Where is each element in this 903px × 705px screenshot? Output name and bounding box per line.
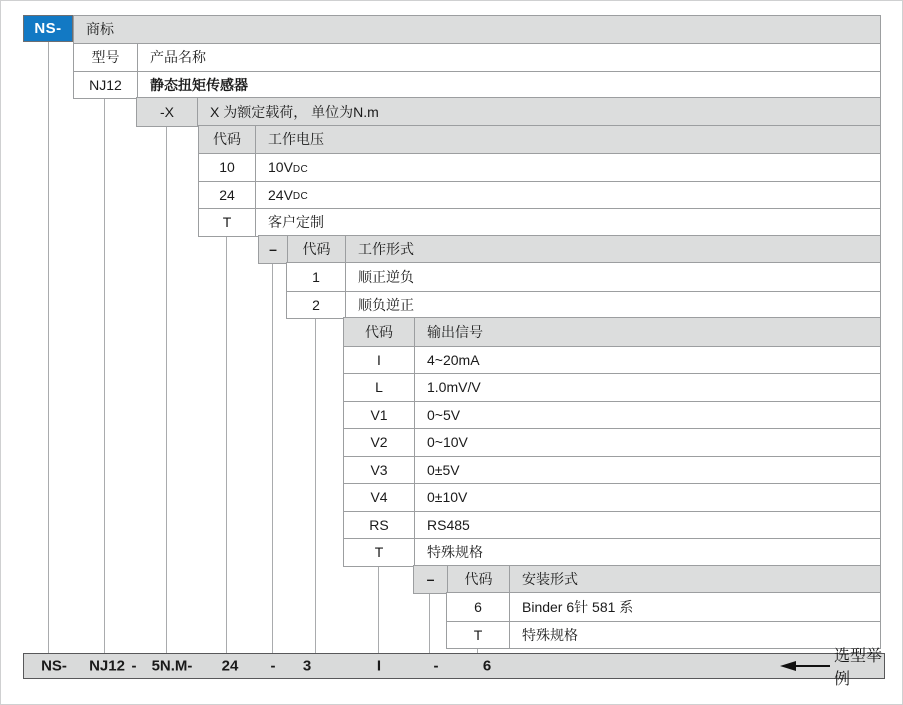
table-row	[447, 621, 880, 649]
voltage-sub: DC	[292, 163, 308, 175]
table-row	[287, 263, 880, 291]
code-header-cell: 代码	[213, 131, 241, 148]
arrow-shaft	[794, 665, 830, 667]
mounting-table	[446, 592, 881, 649]
work-mode-header	[258, 235, 881, 265]
code-cell: I	[377, 351, 381, 368]
table-row	[74, 71, 880, 99]
output-signal-table	[343, 317, 881, 567]
desc-cell: RS485	[414, 512, 880, 539]
code-cell: 24	[219, 186, 235, 203]
voltage-value: 10V	[268, 159, 293, 176]
desc-cell: 客户定制	[255, 209, 880, 236]
code-cell: 6	[474, 598, 482, 615]
desc-cell: 0~5V	[414, 402, 880, 429]
connector-line	[272, 262, 273, 653]
desc-cell: 特殊规格	[509, 622, 880, 649]
table-header-row	[259, 236, 880, 264]
trademark-label: 商标	[86, 21, 114, 38]
code-cell: T	[222, 214, 232, 231]
table-header-row	[199, 126, 880, 154]
example-label: 选型举例	[834, 647, 883, 688]
voltage-value: 24V	[268, 186, 293, 203]
table-row	[74, 43, 880, 71]
mounting-header-cell: 安装形式	[509, 566, 880, 594]
example-part: 24	[221, 657, 239, 675]
code-cell: 1	[312, 268, 320, 285]
brand-code-box	[23, 15, 73, 43]
dash-cell: –	[269, 241, 277, 258]
table-row	[344, 373, 880, 401]
table-header-row	[414, 566, 880, 594]
mounting-header	[413, 565, 881, 595]
table-row	[344, 483, 880, 511]
output-header-cell: 输出信号	[414, 318, 880, 346]
table-row	[199, 208, 880, 236]
load-code-cell: -X	[160, 103, 174, 120]
connector-line	[166, 125, 167, 653]
model-code-cell: NJ12	[89, 76, 122, 93]
example-part: 3	[302, 657, 312, 675]
example-part: 5N.M-	[151, 657, 193, 675]
example-part: -	[131, 657, 137, 675]
example-part: NJ12	[89, 657, 125, 675]
desc-cell: 1.0mV/V	[414, 374, 880, 401]
table-row	[344, 346, 880, 374]
product-header-cell: 产品名称	[137, 44, 880, 71]
table-header-row	[344, 318, 880, 346]
example-part: I	[376, 657, 382, 675]
desc-cell: 0~10V	[414, 429, 880, 456]
table-row	[344, 511, 880, 539]
load-desc-cell: X 为额定载荷， 单位为N.m	[197, 98, 880, 126]
table-row	[137, 98, 880, 126]
code-cell: T	[374, 544, 384, 561]
code-cell: V1	[370, 406, 388, 423]
brand-table	[73, 15, 881, 100]
voltage-table	[198, 125, 881, 237]
connector-line	[378, 565, 379, 653]
desc-cell: 特殊规格	[414, 539, 880, 566]
code-header-cell: 代码	[365, 323, 393, 340]
code-cell: V3	[370, 461, 388, 478]
example-part: NS-	[41, 657, 67, 675]
code-cell: L	[375, 379, 383, 396]
table-row	[199, 181, 880, 209]
table-row	[447, 593, 880, 621]
desc-cell: 0±5V	[414, 457, 880, 484]
example-part: -	[270, 657, 276, 675]
desc-cell: 顺正逆负	[345, 263, 880, 291]
desc-cell: 4~20mA	[414, 347, 880, 374]
product-name-cell: 静态扭矩传感器	[137, 72, 880, 99]
table-row	[344, 428, 880, 456]
connector-line	[48, 42, 49, 653]
brand-code: NS-	[34, 19, 62, 37]
example-part: -	[433, 657, 439, 675]
dash-cell: –	[426, 571, 435, 588]
example-part: 6	[482, 657, 492, 675]
table-row	[344, 538, 880, 566]
desc-cell: 0±10V	[414, 484, 880, 511]
connector-line	[315, 317, 316, 653]
desc-cell: Binder 6针 581 系	[509, 593, 880, 621]
code-cell: T	[473, 626, 483, 643]
table-row	[199, 153, 880, 181]
connector-line	[104, 97, 105, 653]
code-cell: 2	[312, 296, 320, 313]
code-cell: V4	[370, 489, 388, 506]
code-header-cell: 代码	[287, 236, 345, 264]
code-cell: V2	[370, 434, 388, 451]
connector-line	[226, 235, 227, 653]
desc-cell	[255, 154, 880, 181]
voltage-sub: DC	[292, 191, 308, 203]
code-header-cell: 代码	[447, 566, 509, 594]
desc-cell	[255, 182, 880, 209]
code-cell: RS	[369, 516, 389, 533]
connector-line	[429, 592, 430, 653]
table-row	[344, 456, 880, 484]
voltage-header-cell: 工作电压	[255, 126, 880, 154]
example-row	[23, 647, 885, 688]
rated-load-table	[136, 97, 881, 127]
model-header-cell: 型号	[91, 49, 120, 66]
desc-cell: 顺负逆正	[345, 292, 880, 319]
table-row	[74, 16, 880, 44]
code-cell: 10	[219, 159, 235, 176]
work-mode-table	[286, 262, 881, 319]
table-row	[287, 291, 880, 319]
table-row	[344, 401, 880, 429]
work-mode-header-cell: 工作形式	[345, 236, 880, 264]
